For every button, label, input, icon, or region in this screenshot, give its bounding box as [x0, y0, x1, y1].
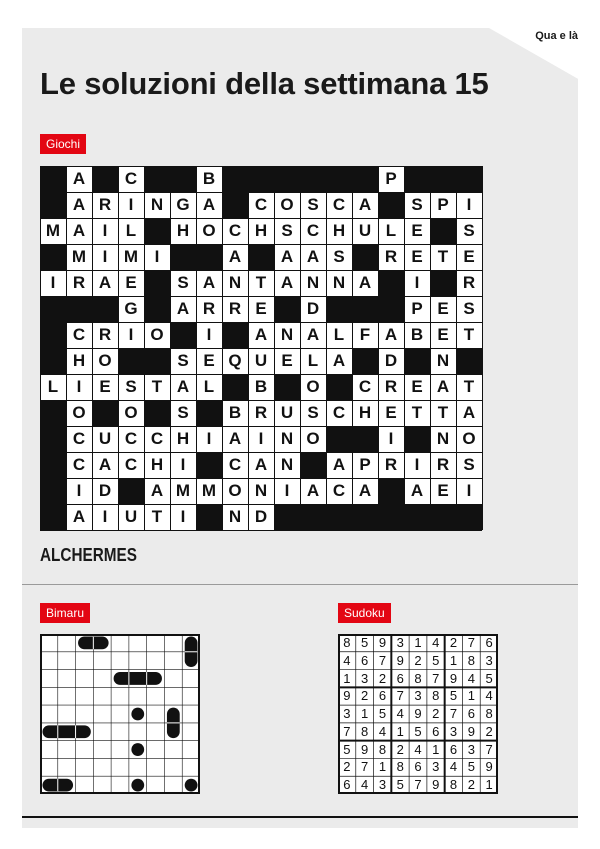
crossword-letter-cell: T	[430, 400, 456, 426]
sudoku-cell: 2	[485, 723, 493, 739]
sudoku-cell: 8	[432, 688, 440, 704]
crossword-letter-cell: D	[248, 504, 274, 530]
sudoku-cell: 1	[414, 635, 422, 650]
crossword-letter-cell: R	[430, 452, 456, 478]
sudoku-cell: 2	[467, 777, 475, 793]
crossword-letter-cell: I	[92, 218, 118, 244]
crossword-letter-cell: D	[300, 296, 326, 322]
crossword-letter-cell: O	[300, 426, 326, 452]
crossword-letter-cell: I	[196, 322, 222, 348]
sudoku-grid	[338, 634, 498, 794]
sudoku-cell: 1	[467, 688, 475, 704]
sudoku-cell: 3	[378, 777, 387, 793]
crossword-letter-cell: T	[430, 244, 456, 270]
sudoku-cell: 2	[414, 652, 422, 668]
crossword-letter-cell: A	[430, 374, 456, 400]
sudoku-cell: 8	[378, 741, 387, 757]
crossword-letter-cell: D	[92, 478, 118, 504]
crossword-letter-cell: P	[430, 192, 456, 218]
crossword-letter-cell: A	[352, 270, 378, 296]
crossword-letter-cell: N	[300, 270, 326, 296]
sudoku-cell: 7	[343, 723, 351, 739]
crossword-letter-cell: A	[144, 478, 170, 504]
sudoku-cell: 8	[414, 670, 422, 686]
crossword-letter-cell: E	[404, 244, 430, 270]
crossword-letter-cell: Q	[222, 348, 248, 374]
sudoku-cell: 3	[361, 670, 369, 686]
crossword-letter-cell: R	[66, 270, 92, 296]
crossword-letter-cell: N	[222, 270, 248, 296]
sudoku-cell: 9	[432, 777, 440, 793]
sudoku-cell: 7	[414, 777, 422, 793]
crossword-letter-cell: U	[118, 504, 144, 530]
crossword-letter-cell: O	[196, 218, 222, 244]
crossword-letter-cell: T	[404, 400, 430, 426]
sudoku-cell: 3	[449, 723, 458, 739]
sudoku-cell: 5	[432, 652, 440, 668]
bimaru-ship	[131, 743, 144, 756]
crossword-letter-cell: A	[248, 452, 274, 478]
crossword-letter-cell: R	[92, 322, 118, 348]
sudoku-cell: 1	[396, 723, 404, 739]
crossword-letter-cell: I	[196, 426, 222, 452]
crossword-letter-cell: H	[170, 218, 196, 244]
crossword-letter-cell: O	[456, 426, 482, 452]
sudoku-cell: 8	[343, 635, 351, 650]
sudoku-cell: 8	[485, 706, 493, 722]
crossword-letter-cell: A	[352, 192, 378, 218]
crossword-letter-cell: E	[274, 348, 300, 374]
sudoku-cell: 6	[485, 635, 493, 650]
sudoku-cell: 6	[343, 777, 351, 793]
crossword-letter-cell: L	[118, 218, 144, 244]
sudoku-cell: 8	[361, 723, 369, 739]
crossword-letter-cell: A	[248, 322, 274, 348]
crossword-letter-cell: C	[326, 478, 352, 504]
crossword-letter-cell: A	[300, 322, 326, 348]
sudoku-cell: 9	[396, 652, 404, 668]
crossword-letter-cell: L	[378, 218, 404, 244]
crossword-letter-cell: C	[66, 452, 92, 478]
sudoku-cell: 7	[378, 652, 387, 668]
bimaru-ship	[131, 708, 144, 721]
crossword-letter-cell: A	[170, 374, 196, 400]
crossword-letter-cell: E	[378, 400, 404, 426]
crossword-letter-cell: T	[456, 374, 482, 400]
bimaru-grid	[40, 634, 200, 794]
sudoku-cell: 1	[432, 741, 440, 757]
crossword-letter-cell: M	[118, 244, 144, 270]
sudoku-cell: 6	[432, 723, 440, 739]
crossword-letter-cell: E	[430, 322, 456, 348]
sudoku-cell: 8	[467, 652, 475, 668]
crossword-letter-cell: C	[118, 426, 144, 452]
crossword-letter-cell: I	[274, 478, 300, 504]
crossword-letter-cell: B	[248, 374, 274, 400]
crossword-letter-cell: C	[144, 426, 170, 452]
crossword-letter-cell: R	[378, 452, 404, 478]
section-divider	[22, 584, 578, 585]
sudoku-cell: 3	[396, 635, 404, 650]
crossword-letter-cell: H	[144, 452, 170, 478]
crossword-letter-cell: R	[378, 244, 404, 270]
sudoku-cell: 7	[396, 688, 404, 704]
crossword-letter-cell: S	[456, 452, 482, 478]
crossword-letter-cell: I	[404, 452, 430, 478]
sudoku-cell: 4	[432, 635, 440, 650]
crossword-letter-cell: H	[326, 218, 352, 244]
crossword-letter-cell: A	[196, 192, 222, 218]
crossword-letter-cell: N	[248, 478, 274, 504]
crossword-letter-cell: C	[326, 400, 352, 426]
crossword-letter-cell: R	[456, 270, 482, 296]
crossword-letter-cell: N	[326, 270, 352, 296]
crossword-letter-cell: A	[196, 270, 222, 296]
sudoku-cell: 5	[378, 706, 387, 722]
crossword-letter-cell: L	[40, 374, 66, 400]
bimaru-ship	[185, 779, 198, 792]
sudoku-cell: 6	[396, 670, 404, 686]
sudoku-cell: 9	[343, 688, 351, 704]
crossword-letter-cell: S	[300, 400, 326, 426]
sudoku-cell: 5	[485, 670, 493, 686]
crossword-letter-cell: I	[66, 374, 92, 400]
crossword-letter-cell: B	[196, 166, 222, 192]
sudoku-cell: 7	[361, 759, 369, 775]
crossword-letter-cell: T	[456, 322, 482, 348]
sudoku-cell: 1	[343, 670, 351, 686]
crossword-letter-cell: E	[92, 374, 118, 400]
crossword-letter-cell: S	[456, 296, 482, 322]
crossword-letter-cell: I	[66, 478, 92, 504]
crossword-letter-cell: E	[118, 270, 144, 296]
sudoku-cell: 2	[396, 741, 404, 757]
bottom-rule	[22, 816, 578, 818]
sudoku-cell: 4	[449, 759, 458, 775]
crossword-letter-cell: A	[300, 478, 326, 504]
crossword-letter-cell: C	[118, 452, 144, 478]
page-title: Le soluzioni della settimana 15	[40, 66, 489, 101]
crossword-letter-cell: A	[66, 192, 92, 218]
crossword-letter-cell: E	[404, 374, 430, 400]
crossword-letter-cell: L	[300, 348, 326, 374]
crossword-letter-cell: A	[378, 322, 404, 348]
sudoku-cell: 4	[361, 777, 369, 793]
crossword-letter-cell: R	[222, 296, 248, 322]
crossword-letter-cell: C	[118, 166, 144, 192]
crossword-letter-cell: I	[118, 192, 144, 218]
crossword-letter-cell: H	[170, 426, 196, 452]
crossword-letter-cell: C	[66, 426, 92, 452]
crossword-letter-cell: P	[378, 166, 404, 192]
sudoku-cell: 3	[343, 706, 351, 722]
crossword-letter-cell: A	[274, 270, 300, 296]
crossword-letter-cell: E	[456, 244, 482, 270]
sudoku-cell: 1	[449, 652, 458, 668]
crossword-letter-cell: S	[404, 192, 430, 218]
crossword-letter-cell: H	[66, 348, 92, 374]
crossword-letter-cell: U	[92, 426, 118, 452]
crossword-letter-cell: A	[92, 452, 118, 478]
crossword-letter-cell: A	[222, 244, 248, 270]
sudoku-cell: 4	[378, 723, 387, 739]
crossword-letter-cell: I	[378, 426, 404, 452]
bimaru-ship	[131, 779, 144, 792]
crossword-letter-cell: M	[196, 478, 222, 504]
crossword-letter-cell: O	[118, 400, 144, 426]
sudoku-cell: 5	[414, 723, 422, 739]
crossword-letter-cell: A	[456, 400, 482, 426]
sudoku-cell: 1	[378, 759, 387, 775]
crossword-letter-cell: I	[456, 192, 482, 218]
sudoku-cell: 7	[432, 670, 440, 686]
sudoku-cell: 5	[396, 777, 404, 793]
bimaru-tag: Bimaru	[40, 603, 90, 623]
sudoku-cell: 4	[396, 706, 404, 722]
crossword-letter-cell: P	[352, 452, 378, 478]
crossword-letter-cell: N	[430, 426, 456, 452]
sudoku-cell: 5	[449, 688, 458, 704]
crossword-letter-cell: N	[274, 426, 300, 452]
crossword-letter-cell: I	[92, 504, 118, 530]
crossword-letter-cell: S	[456, 218, 482, 244]
crossword-letter-cell: N	[430, 348, 456, 374]
sudoku-cell: 8	[396, 759, 404, 775]
crossword-letter-cell: O	[92, 348, 118, 374]
crossword-letter-cell: S	[118, 374, 144, 400]
crossword-letter-cell: G	[170, 192, 196, 218]
sudoku-cell: 2	[361, 688, 369, 704]
crossword-letter-cell: M	[170, 478, 196, 504]
crossword-letter-cell: M	[40, 218, 66, 244]
crossword-letter-cell: S	[274, 218, 300, 244]
sudoku-cell: 3	[432, 759, 440, 775]
sudoku-cell: 5	[467, 759, 475, 775]
sudoku-tag: Sudoku	[338, 603, 391, 623]
crossword-letter-cell: G	[118, 296, 144, 322]
crossword-gridlines	[40, 166, 483, 531]
crossword-letter-cell: I	[456, 478, 482, 504]
crossword-letter-cell: A	[66, 166, 92, 192]
crossword-letter-cell: O	[222, 478, 248, 504]
crossword-letter-cell: R	[248, 400, 274, 426]
crossword-letter-cell: S	[170, 270, 196, 296]
sudoku-cell: 2	[343, 759, 351, 775]
sudoku-cell: 9	[485, 759, 493, 775]
sudoku-cell: 9	[414, 706, 422, 722]
bimaru-board	[40, 634, 200, 794]
crossword-letter-cell: E	[248, 296, 274, 322]
crossword-letter-cell: N	[274, 322, 300, 348]
sudoku-cell: 9	[361, 741, 369, 757]
crossword-letter-cell: C	[326, 192, 352, 218]
sudoku-cell: 1	[361, 706, 369, 722]
crossword-letter-cell: I	[248, 426, 274, 452]
crossword-letter-cell: C	[352, 374, 378, 400]
crossword-letter-cell: S	[300, 192, 326, 218]
crossword-letter-cell: A	[352, 478, 378, 504]
crossword-letter-cell: O	[144, 322, 170, 348]
crossword-letter-cell: O	[66, 400, 92, 426]
crossword-letter-cell: O	[274, 192, 300, 218]
crossword-letter-cell: E	[404, 218, 430, 244]
crossword-letter-cell: A	[222, 426, 248, 452]
crossword-letter-cell: B	[222, 400, 248, 426]
sudoku-gridlines	[338, 634, 498, 794]
sudoku-cell: 9	[467, 723, 475, 739]
crossword-letter-cell: S	[170, 348, 196, 374]
crossword-letter-cell: A	[326, 348, 352, 374]
crossword-letter-cell: A	[92, 270, 118, 296]
sudoku-cell: 7	[467, 635, 475, 650]
crossword-letter-cell: U	[248, 348, 274, 374]
sudoku-cell: 6	[467, 706, 475, 722]
crossword-letter-cell: A	[300, 244, 326, 270]
crossword-letter-cell: O	[300, 374, 326, 400]
sudoku-cell: 6	[361, 652, 369, 668]
crossword-letter-cell: E	[430, 478, 456, 504]
crossword-letter-cell: U	[352, 218, 378, 244]
crossword-letter-cell: T	[144, 504, 170, 530]
sudoku-cell: 7	[449, 706, 458, 722]
crossword-letter-cell: I	[118, 322, 144, 348]
sudoku-cell: 3	[467, 741, 475, 757]
crossword-letter-cell: P	[404, 296, 430, 322]
crossword-letter-cell: C	[222, 218, 248, 244]
sudoku-cell: 6	[378, 688, 387, 704]
crossword-letter-cell: I	[170, 504, 196, 530]
sudoku-cell: 4	[414, 741, 422, 757]
sudoku-cell: 4	[467, 670, 475, 686]
sudoku-cell: 5	[361, 635, 369, 650]
crossword-letter-cell: I	[144, 244, 170, 270]
crossword-letter-cell: T	[248, 270, 274, 296]
sudoku-cell: 7	[485, 741, 493, 757]
crossword-letter-cell: I	[92, 244, 118, 270]
sudoku-cell: 8	[449, 777, 458, 793]
crossword-letter-cell: B	[404, 322, 430, 348]
crossword-letter-cell: R	[378, 374, 404, 400]
crossword-letter-cell: F	[352, 322, 378, 348]
crossword-letter-cell: R	[92, 192, 118, 218]
crossword-letter-cell: A	[274, 244, 300, 270]
crossword-letter-cell: N	[274, 452, 300, 478]
sudoku-cell: 6	[449, 741, 458, 757]
sudoku-cell: 9	[378, 635, 387, 650]
sudoku-cell: 3	[414, 688, 422, 704]
crossword-letter-cell: L	[326, 322, 352, 348]
sudoku-cell: 9	[449, 670, 458, 686]
crossword-answer: ALCHERMES	[40, 545, 137, 565]
sudoku-cell: 4	[343, 652, 351, 668]
crossword-letter-cell: M	[66, 244, 92, 270]
sudoku-cell: 4	[485, 688, 493, 704]
sudoku-cell: 5	[343, 741, 351, 757]
crossword-letter-cell: N	[144, 192, 170, 218]
bimaru-ship	[114, 672, 162, 685]
crossword-letter-cell: I	[170, 452, 196, 478]
crossword-letter-cell: A	[66, 504, 92, 530]
crossword-letter-cell: I	[40, 270, 66, 296]
sudoku-cell: 3	[485, 652, 493, 668]
crossword-letter-cell: R	[196, 296, 222, 322]
crossword-letter-cell: L	[196, 374, 222, 400]
crossword-letter-cell: C	[248, 192, 274, 218]
crossword-letter-cell: S	[170, 400, 196, 426]
bimaru-ship	[43, 725, 91, 738]
crossword-letter-cell: T	[144, 374, 170, 400]
crossword-letter-cell: A	[326, 452, 352, 478]
crossword-letter-cell: D	[378, 348, 404, 374]
crossword-letter-cell: C	[300, 218, 326, 244]
sudoku-cell: 2	[432, 706, 440, 722]
crossword-letter-cell: A	[66, 218, 92, 244]
crossword-letter-cell: C	[66, 322, 92, 348]
crossword-letter-cell: A	[170, 296, 196, 322]
sudoku-cell: 6	[414, 759, 422, 775]
crossword-letter-cell: C	[222, 452, 248, 478]
sudoku-cell: 2	[378, 670, 387, 686]
crossword-letter-cell: H	[248, 218, 274, 244]
crossword-letter-cell: E	[430, 296, 456, 322]
sudoku-cell: 1	[485, 777, 493, 793]
sudoku-cell: 2	[449, 635, 458, 650]
crossword-letter-cell: S	[326, 244, 352, 270]
crossword-letter-cell: A	[404, 478, 430, 504]
crossword-letter-cell: E	[196, 348, 222, 374]
crossword-letter-cell: I	[404, 270, 430, 296]
section-label: Qua e là	[535, 30, 578, 42]
crossword-letter-cell: N	[222, 504, 248, 530]
crossword-letter-cell: U	[274, 400, 300, 426]
giochi-tag: Giochi	[40, 134, 86, 154]
crossword-letter-cell: H	[352, 400, 378, 426]
